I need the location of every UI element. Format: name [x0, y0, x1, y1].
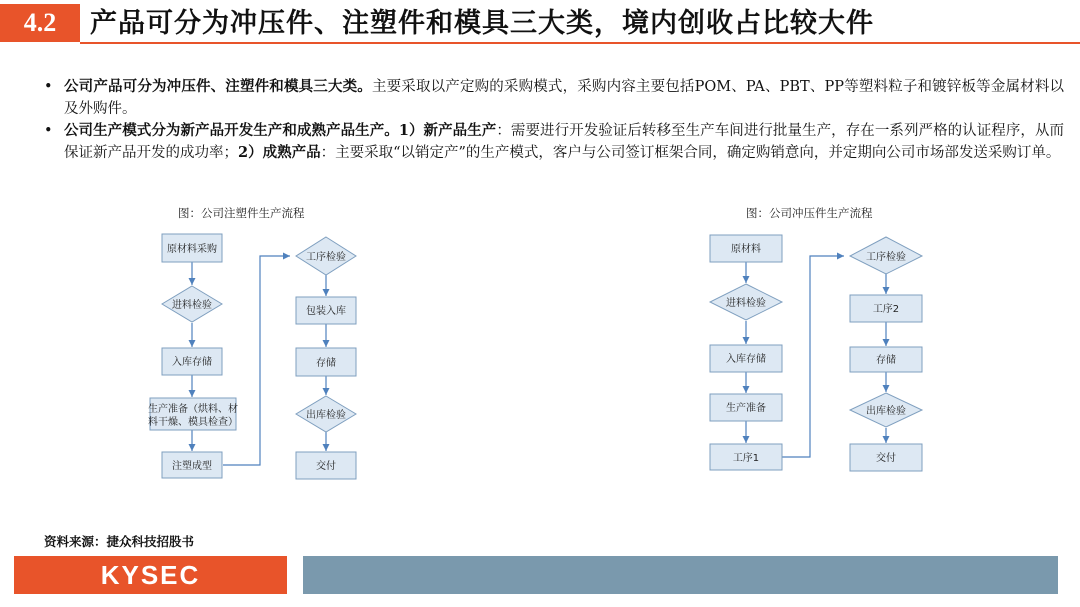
node-molding: 注塑成型 [172, 461, 212, 472]
bullet-item [44, 76, 1064, 120]
node-prep-line1: 生产准备（烘料、材 [148, 404, 238, 415]
node-raw: 原材料 [731, 244, 761, 255]
bullet-segment: ：主要采取“以销定产”的生产模式，客户与公司签订框架合同，确定购销意向，并定期向公司市场部发送采购订单。 [320, 145, 1061, 161]
bullet-dot: • [44, 79, 53, 95]
node-incoming-check: 进料检验 [726, 298, 766, 309]
figure-caption-injection: 图：公司注塑件生产流程 [178, 206, 305, 220]
title-divider [80, 42, 1080, 44]
bullet-segment: ：需要进行开发验证后转移至生产车间进行批量生产，存在一系列严格的认证程序，从而保证新产品开发的成功率； [64, 123, 1065, 161]
node-prep-line2: 料干燥、模具检查） [148, 417, 238, 428]
bullet-segment: 2） [238, 144, 263, 161]
node-storage-in: 入库存储 [172, 357, 212, 368]
node-incoming-check: 进料检验 [172, 300, 212, 311]
section-number: 4.2 [0, 4, 80, 42]
bullet-segment: 成熟产品 [262, 144, 321, 161]
node-outgoing-check: 出库检验 [866, 406, 906, 417]
bullet-bold: 公司生产模式分为新产品开发生产和成熟产品生产。 [64, 122, 399, 139]
node-deliver: 交付 [316, 461, 336, 472]
stamping-flowchart [700, 222, 950, 478]
bullet-text: 主要采取以产定购的采购模式，采购内容主要包括POM、PA、PBT、PP等塑料粒子和镀锌板等金属材料以及外购件。 [64, 79, 1064, 117]
page-title: 产品可分为冲压件、注塑件和模具三大类，境内创收占比较大件 [90, 8, 874, 39]
figure-caption-stamping: 图：公司冲压件生产流程 [746, 206, 873, 220]
source-note: 资料来源：捷众科技招股书 [44, 534, 195, 549]
node-proc1: 工序1 [732, 453, 760, 464]
node-raw-purchase: 原材料采购 [167, 244, 217, 255]
bullet-dot: • [44, 123, 53, 139]
bullet-bold: 公司产品可分为冲压件、注塑件和模具三大类。 [64, 78, 372, 95]
node-process-check: 工序检验 [866, 252, 906, 263]
footer-bar [303, 556, 1058, 594]
node-store: 存储 [316, 358, 336, 369]
node-proc2: 工序2 [872, 304, 900, 315]
node-store: 存储 [876, 355, 896, 366]
title-bar [0, 0, 1080, 46]
bullet-segment: 1） [398, 122, 424, 139]
node-storage-in: 入库存储 [726, 354, 766, 365]
node-process-check: 工序检验 [306, 252, 346, 263]
node-outgoing-check: 出库检验 [306, 410, 346, 421]
bullet-list [44, 76, 1064, 164]
node-prep: 生产准备 [726, 403, 766, 414]
node-packing: 包装入库 [306, 306, 346, 317]
bullet-item [44, 120, 1064, 164]
kysec-logo: KYSEC [14, 556, 287, 594]
bullet-segment: 新产品生产 [423, 122, 497, 139]
node-deliver: 交付 [876, 453, 896, 464]
injection-flowchart [140, 222, 400, 490]
